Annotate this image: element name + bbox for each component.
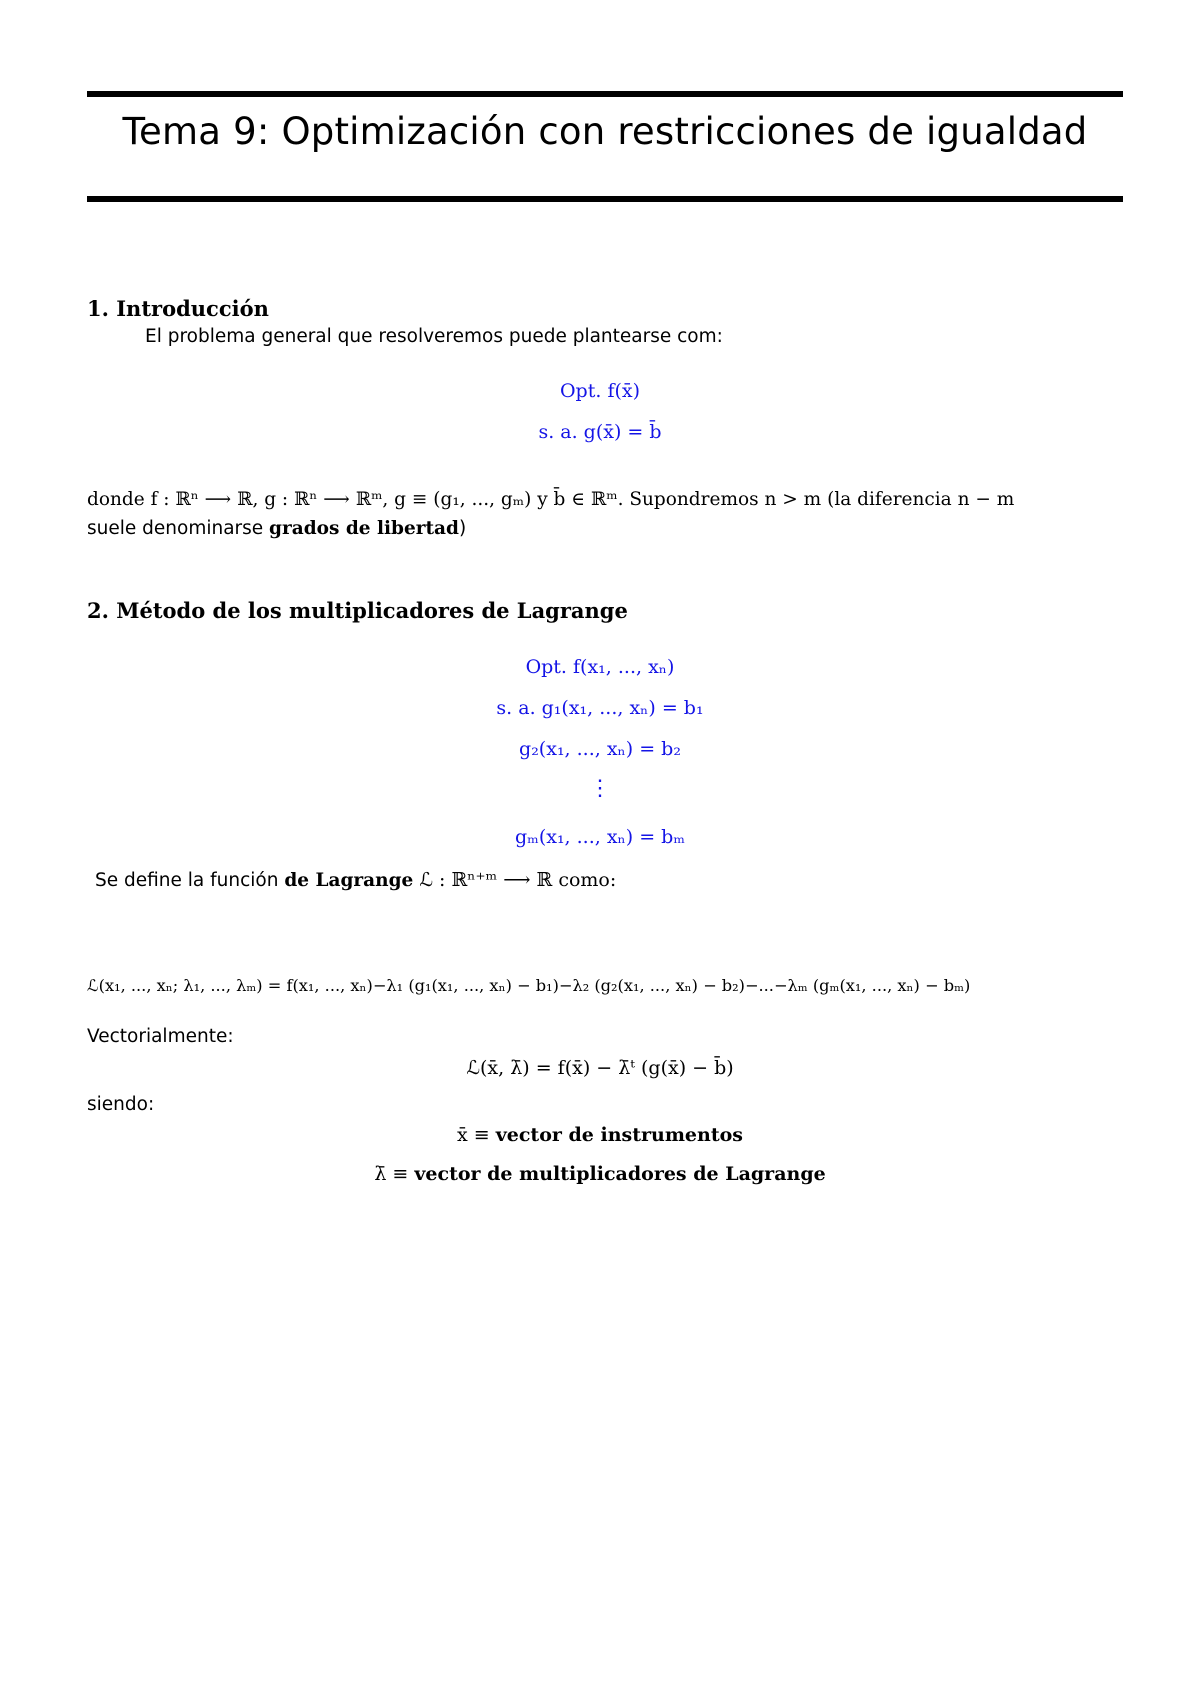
paragraph-definitions-line2 <box>87 518 466 539</box>
section-heading-lagrange: 2. Método de los multiplicadores de Lagrange <box>87 598 628 623</box>
intro-paragraph: El problema general que resolveremos puede plantearse com: <box>145 326 723 347</box>
paragraph-definitions-line1: donde f : ℝⁿ ⟶ ℝ, g : ℝⁿ ⟶ ℝᵐ, g ≡ (g₁, ..., gₘ) y b̄ ∈ ℝᵐ. Supondremos n > m (la diferencia n − m <box>87 489 1015 510</box>
siendo-label: siendo: <box>87 1094 155 1115</box>
lagrange-function-definition <box>95 869 616 891</box>
top-rule <box>87 91 1123 97</box>
system-vdots: ⋮ <box>589 776 611 801</box>
definition-1-symbol: x̄ ≡ <box>457 1124 490 1146</box>
system-constraint-m: gₘ(x₁, ..., xₙ) = bₘ <box>515 826 685 848</box>
paragraph-line2-text: suele denominarse <box>87 518 270 539</box>
bottom-rule <box>87 196 1123 202</box>
system-objective: Opt. f(x₁, ..., xₙ) <box>525 656 675 678</box>
paragraph-line2-close: ) <box>458 518 467 539</box>
lagrange-def-pre: Se define la función <box>95 870 285 891</box>
system-constraint-2: g₂(x₁, ..., xₙ) = b₂ <box>519 738 681 760</box>
definition-instrumentos <box>0 1124 1200 1146</box>
definition-1-text: vector de instrumentos <box>495 1124 743 1146</box>
lagrange-def-post: ℒ : ℝⁿ⁺ᵐ ⟶ ℝ como: <box>413 869 617 891</box>
definition-2-symbol: λ̄ ≡ <box>374 1163 409 1185</box>
problem-objective: Opt. f(x̄) <box>559 380 641 402</box>
problem-constraint: s. a. g(x̄) = b̄ <box>538 421 662 443</box>
definition-2-text: vector de multiplicadores de Lagrange <box>414 1163 826 1185</box>
vectorial-label: Vectorialmente: <box>87 1026 234 1047</box>
grados-de-libertad-term: grados de libertad <box>269 518 459 539</box>
section-heading-introduccion: 1. Introducción <box>87 296 269 321</box>
lagrangian-vector-expression: ℒ(x̄, λ̄) = f(x̄) − λ̄ᵗ (g(x̄) − b̄) <box>466 1057 734 1079</box>
lagrange-def-term: de Lagrange <box>284 870 414 891</box>
definition-multiplicadores <box>0 1163 1200 1185</box>
system-constraint-1: s. a. g₁(x₁, ..., xₙ) = b₁ <box>496 697 704 719</box>
lagrangian-full-expression: ℒ(x₁, ..., xₙ; λ₁, ..., λₘ) = f(x₁, ..., xₙ)−λ₁ (g₁(x₁, ..., xₙ) − b₁)−λ₂ (g₂(x₁, ..., xₙ) − b₂)−...−λₘ (gₘ(x₁, ..., xₙ) − bₘ) <box>87 976 971 995</box>
document-title: Tema 9: Optimización con restricciones de igualdad <box>122 110 1088 153</box>
